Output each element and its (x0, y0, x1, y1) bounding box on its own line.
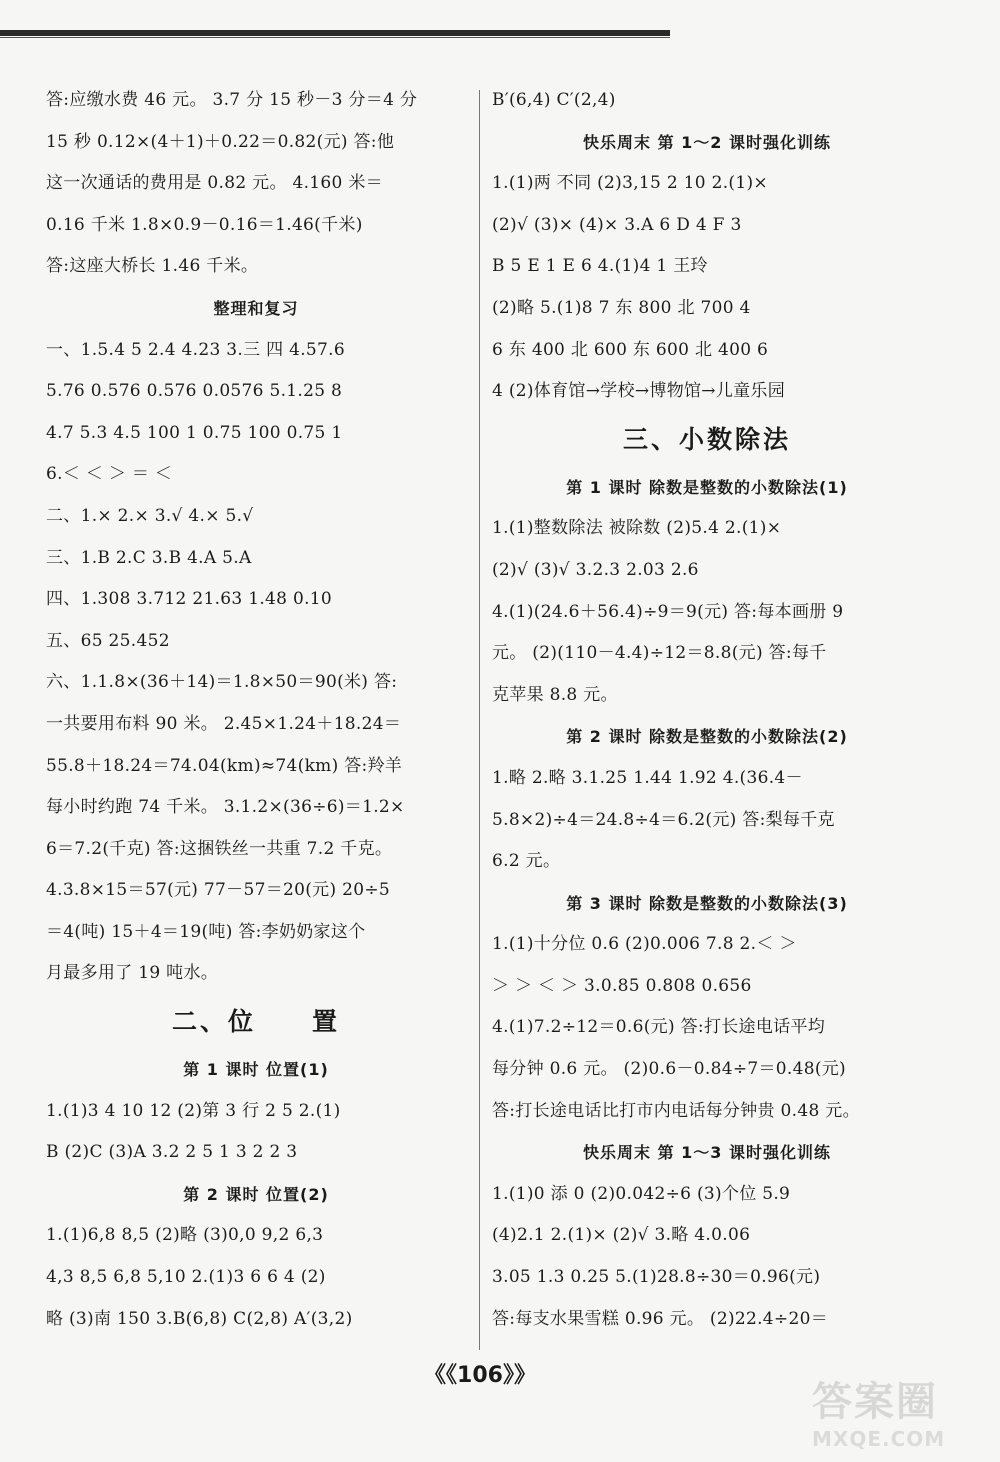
answer-line: (2)略 5.(1)8 7 东 800 北 700 4 (492, 297, 751, 318)
answer-line: 5.76 0.576 0.576 0.0576 5.1.25 8 (46, 381, 343, 402)
section-heading: 第 1 课时 位置(1) (183, 1060, 329, 1080)
section-heading: 快乐周末 第 1～2 课时强化训练 (583, 132, 831, 152)
answer-line: (2)√ (3)× (4)× 3.A 6 D 4 F 3 (492, 214, 742, 235)
answer-line: 元。 (2)(110－4.4)÷12＝8.8(元) 答:每千 (492, 643, 827, 664)
answer-line: 4.7 5.3 4.5 100 1 0.75 100 0.75 1 (46, 422, 343, 443)
answer-line: 答:应缴水费 46 元。 3.7 分 15 秒－3 分＝4 分 (46, 90, 418, 110)
watermark-big-text: 答案圈 (812, 1379, 938, 1425)
answer-line: 二、1.× 2.× 3.√ 4.× 5.√ (46, 505, 254, 526)
section-heading: 第 2 课时 除数是整数的小数除法(2) (566, 727, 848, 747)
answer-line: 四、1.308 3.712 21.63 1.48 0.10 (46, 589, 333, 610)
answer-line: 三、1.B 2.C 3.B 4.A 5.A (46, 547, 252, 568)
answer-line: 6.2 元。 (492, 851, 561, 872)
section-heading: 整理和复习 (213, 298, 299, 318)
answer-line: 4.3.8×15＝57(元) 77－57＝20(元) 20÷5 (46, 880, 390, 901)
answer-line: 月最多用了 19 吨水。 (46, 963, 219, 984)
answer-line: 4.(1)7.2÷12＝0.6(元) 答:打长途电话平均 (492, 1017, 826, 1038)
answer-line: 1.(1)0 添 0 (2)0.042÷6 (3)个位 5.9 (492, 1183, 791, 1204)
answer-line: 答:打长途电话比打市内电话每分钟贵 0.48 元。 (492, 1100, 860, 1121)
section-heading: 快乐周末 第 1～3 课时强化训练 (583, 1143, 831, 1163)
answer-line: B′(6,4) C′(2,4) (492, 90, 616, 110)
answer-line: 每分钟 0.6 元。 (2)0.6－0.84÷7＝0.48(元) (492, 1059, 846, 1080)
answer-line: 0.16 千米 1.8×0.9－0.16＝1.46(千米) (46, 214, 363, 235)
answer-line: 六、1.1.8×(36＋14)＝1.8×50＝90(米) 答: (46, 672, 398, 693)
answer-line: 这一次通话的费用是 0.82 元。 4.160 米＝ (46, 173, 383, 194)
answer-line: 1.(1)两 不同 (2)3,15 2 10 2.(1)× (492, 173, 768, 194)
answer-line: 4.(1)(24.6＋56.4)÷9＝9(元) 答:每本画册 9 (492, 601, 844, 622)
answer-line: 克苹果 8.8 元。 (492, 684, 618, 705)
answer-line: ＝4(吨) 15＋4＝19(吨) 答:李奶奶家这个 (46, 921, 366, 942)
chapter-title: 二、位 置 (171, 1007, 340, 1037)
answer-line: 3.05 1.3 0.25 5.(1)28.8÷30＝0.96(元) (492, 1267, 821, 1288)
answer-line: 1.(1)十分位 0.6 (2)0.006 7.8 2.＜ ＞ (492, 934, 797, 955)
answer-line: (4)2.1 2.(1)× (2)√ 3.略 4.0.06 (492, 1225, 751, 1246)
watermark-small-text: MXQE.COM (812, 1427, 946, 1451)
answer-line: 1.(1)3 4 10 12 (2)第 3 行 2 5 2.(1) (46, 1100, 341, 1121)
answer-line: 6.＜ ＜ ＞ ＝ ＜ (46, 464, 173, 485)
section-heading: 第 3 课时 除数是整数的小数除法(3) (566, 893, 848, 913)
answer-line: 每小时约跑 74 千米。 3.1.2×(36÷6)＝1.2× (46, 797, 405, 818)
section-heading: 第 2 课时 位置(2) (183, 1184, 329, 1204)
top-rule-thin (0, 37, 670, 38)
answer-line: 答:每支水果雪糕 0.96 元。 (2)22.4÷20＝ (492, 1308, 828, 1329)
left-column (46, 80, 466, 1340)
answer-line: 五、65 25.452 (46, 630, 170, 651)
chapter-title: 三、小数除法 (622, 424, 791, 454)
answer-line: 5.8×2)÷4＝24.8÷4＝6.2(元) 答:梨每千克 (492, 809, 835, 830)
answer-line: 一、1.5.4 5 2.4 4.23 3.三 四 4.57.6 (46, 339, 345, 360)
answer-line: 4,3 8,5 6,8 5,10 2.(1)3 6 6 4 (2) (46, 1267, 326, 1288)
answer-line: 55.8＋18.24＝74.04(km)≈74(km) 答:羚羊 (46, 755, 403, 776)
answer-line: 1.略 2.略 3.1.25 1.44 1.92 4.(36.4－ (492, 767, 803, 788)
answer-line: 1.(1)整数除法 被除数 (2)5.4 2.(1)× (492, 518, 782, 539)
answer-line: B (2)C (3)A 3.2 2 5 1 3 2 2 3 (46, 1142, 298, 1163)
answer-line: (2)√ (3)√ 3.2.3 2.03 2.6 (492, 559, 699, 580)
page-number: 《《106》》 (424, 1363, 536, 1388)
right-column (492, 80, 922, 1340)
answer-line: 4 (2)体育馆→学校→博物馆→儿童乐园 (492, 381, 786, 402)
answer-line: 答:这座大桥长 1.46 千米。 (46, 256, 259, 277)
top-rule (0, 30, 670, 36)
answer-line: 略 (3)南 150 3.B(6,8) C(2,8) A′(3,2) (46, 1308, 353, 1329)
answer-line: 1.(1)6,8 8,5 (2)略 (3)0,0 9,2 6,3 (46, 1225, 324, 1246)
answer-line: ＞ ＞ ＜ ＞ 3.0.85 0.808 0.656 (492, 975, 752, 996)
answer-line: 一共要用布料 90 米。 2.45×1.24＋18.24＝ (46, 713, 402, 734)
answer-line: 6＝7.2(千克) 答:这捆铁丝一共重 7.2 千克。 (46, 838, 393, 859)
column-divider (479, 90, 480, 1350)
watermark-logo (812, 1370, 1000, 1462)
answer-line: 6 东 400 北 600 东 600 北 400 6 (492, 339, 769, 360)
section-heading: 第 1 课时 除数是整数的小数除法(1) (566, 477, 848, 497)
answer-line: B 5 E 1 E 6 4.(1)4 1 王玲 (492, 256, 708, 277)
answer-line: 15 秒 0.12×(4＋1)＋0.22＝0.82(元) 答:他 (46, 131, 395, 152)
